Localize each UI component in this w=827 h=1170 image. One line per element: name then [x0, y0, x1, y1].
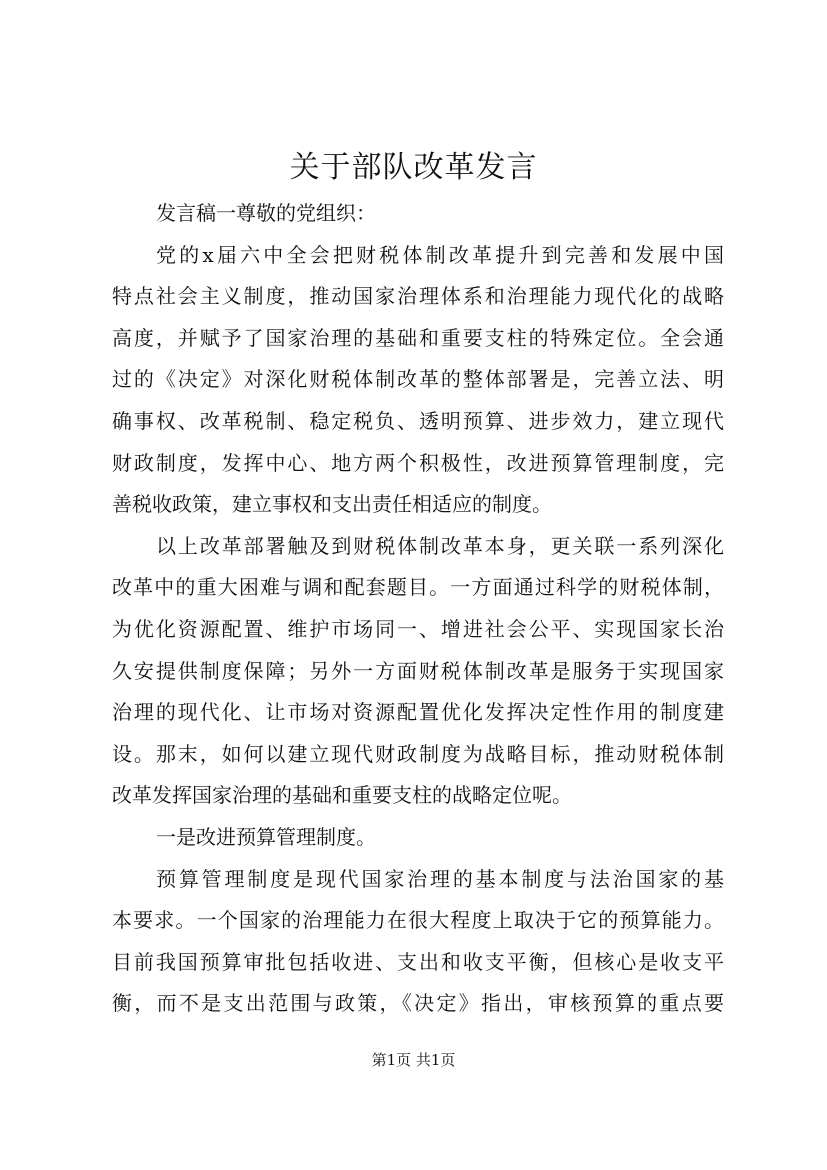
text-line: 善税收政策，建立事权和支出责任相适应的制度。 — [112, 492, 552, 517]
text-line: 改革中的重大困难与调和配套题目。一方面通过科学的财税体制， — [112, 575, 724, 600]
page-footer: 第1页 共1页 — [371, 1051, 456, 1069]
document-body — [112, 193, 724, 1025]
text-line: 财政制度，发挥中心、地方两个积极性，改进预算管理制度，完 — [112, 450, 724, 475]
text-line: 目前我国预算审批包括收进、支出和收支平衡，但核心是收支平 — [112, 949, 724, 974]
text-line: 特点社会主义制度，推动国家治理体系和治理能力现代化的战略 — [112, 284, 724, 309]
text-line: 一是改进预算管理制度。 — [156, 824, 376, 849]
document-title: 关于部队改革发言 — [289, 150, 538, 185]
text-line: 过的《决定》对深化财税体制改革的整体部署是，完善立法、明 — [112, 367, 724, 392]
text-line: 为优化资源配置、维护市场同一、增进社会公平、实现国家长治 — [112, 616, 724, 641]
text-line: 发言稿一尊敬的党组织： — [156, 201, 376, 225]
text-line: 高度，并赋予了国家治理的基础和重要支柱的特殊定位。全会通 — [112, 325, 724, 350]
text-line: 党的x届六中全会把财税体制改革提升到完善和发展中国 — [156, 242, 724, 267]
text-line: 改革发挥国家治理的基础和重要支柱的战略定位呢。 — [112, 783, 572, 808]
text-line: 衡，而不是支出范围与政策，《决定》指出，审核预算的重点要 — [112, 991, 724, 1016]
text-line: 本要求。一个国家的治理能力在很大程度上取决于它的预算能力。 — [112, 908, 724, 933]
text-line: 预算管理制度是现代国家治理的基本制度与法治国家的基 — [156, 866, 724, 891]
text-line: 久安提供制度保障；另外一方面财税体制改革是服务于实现国家 — [112, 658, 724, 683]
text-line: 以上改革部署触及到财税体制改革本身，更关联一系列深化 — [156, 533, 724, 558]
text-line: 治理的现代化、让市场对资源配置优化发挥决定性作用的制度建 — [112, 700, 724, 725]
text-line: 确事权、改革税制、稳定税负、透明预算、进步效力，建立现代 — [112, 408, 724, 433]
text-line: 设。那末，如何以建立现代财政制度为战略目标，推动财税体制 — [112, 741, 724, 766]
